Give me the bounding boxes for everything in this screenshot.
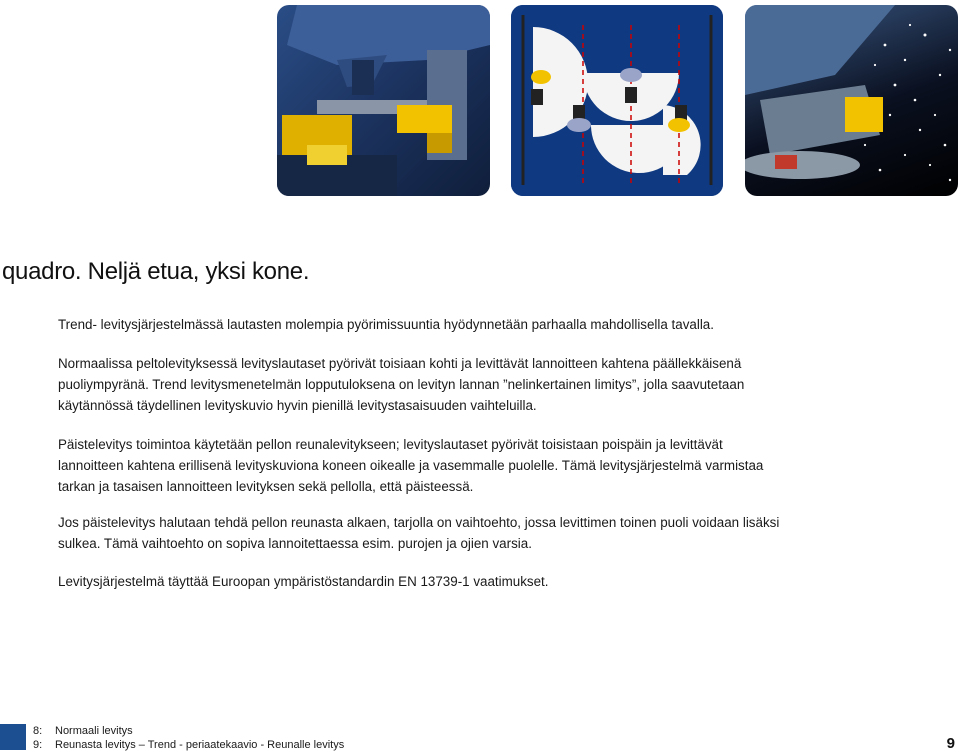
spreading-granules-illustration — [745, 5, 958, 196]
spreader-machine-illustration — [277, 5, 490, 196]
caption-8 — [33, 724, 133, 738]
paragraph-trend-intro: Trend- levitysjärjestelmässä lautasten molempia pyörimissuuntia hyödynnetään parhaalla mahdollisella tavalla. — [58, 317, 714, 332]
page-heading: quadro. Neljä etua, yksi kone. — [2, 258, 310, 285]
page-number: 9 — [946, 735, 955, 752]
caption-text: Reunasta levitys – Trend - periaatekaavio - Reunalle levitys — [55, 739, 345, 751]
fertilizer-spreading-photo — [745, 5, 958, 196]
paragraph-normal-spreading: Normaalissa peltolevityksessä levityslautaset pyörivät toisiaan kohti ja levittävät lannoitteen kahtena päällekkäisenä puoliympyränä. Trend levitysmenetelmän lopputuloksena on levityn lannan ”nelinkertainen limitys”, jolla saavutetaan käytännössä täydellinen levityskuvio hyvin pienillä levitystasaisuuden vaihteluilla. — [58, 356, 745, 413]
spreading-pattern-diagram — [511, 5, 723, 196]
spreader-machine-photo — [277, 5, 490, 196]
trend-principle-diagram — [511, 5, 723, 196]
caption-number: 8: — [33, 725, 43, 737]
caption-9 — [33, 738, 344, 752]
caption-text: Normaali levitys — [55, 725, 133, 737]
paragraph-edge-shutoff: Jos päistelevitys halutaan tehdä pellon reunasta alkaen, tarjolla on vaihtoehto, jossa levittimen toinen puoli voidaan lisäksi sulkea. Tämä vaihtoehto on sopiva lannoitettaessa esim. purojen ja ojien varsia. — [58, 515, 780, 551]
footer-accent-square — [0, 724, 26, 750]
caption-number: 9: — [33, 739, 43, 751]
paragraph-border-spreading: Päistelevitys toimintoa käytetään pellon reunalevitykseen; levityslautaset pyörivät toisistaan poispäin ja levittävät lannoitteen kahtena erillisenä levityskuviona koneen oikealle ja vasemmalle puolelle. Tämä levitysjärjestelmä varmistaa tarkan ja tasaisen lannoitteen levityksen sekä pellolla, että päisteessä. — [58, 437, 764, 494]
paragraph-standard: Levitysjärjestelmä täyttää Euroopan ympäristöstandardin EN 13739-1 vaatimukset. — [58, 574, 549, 589]
